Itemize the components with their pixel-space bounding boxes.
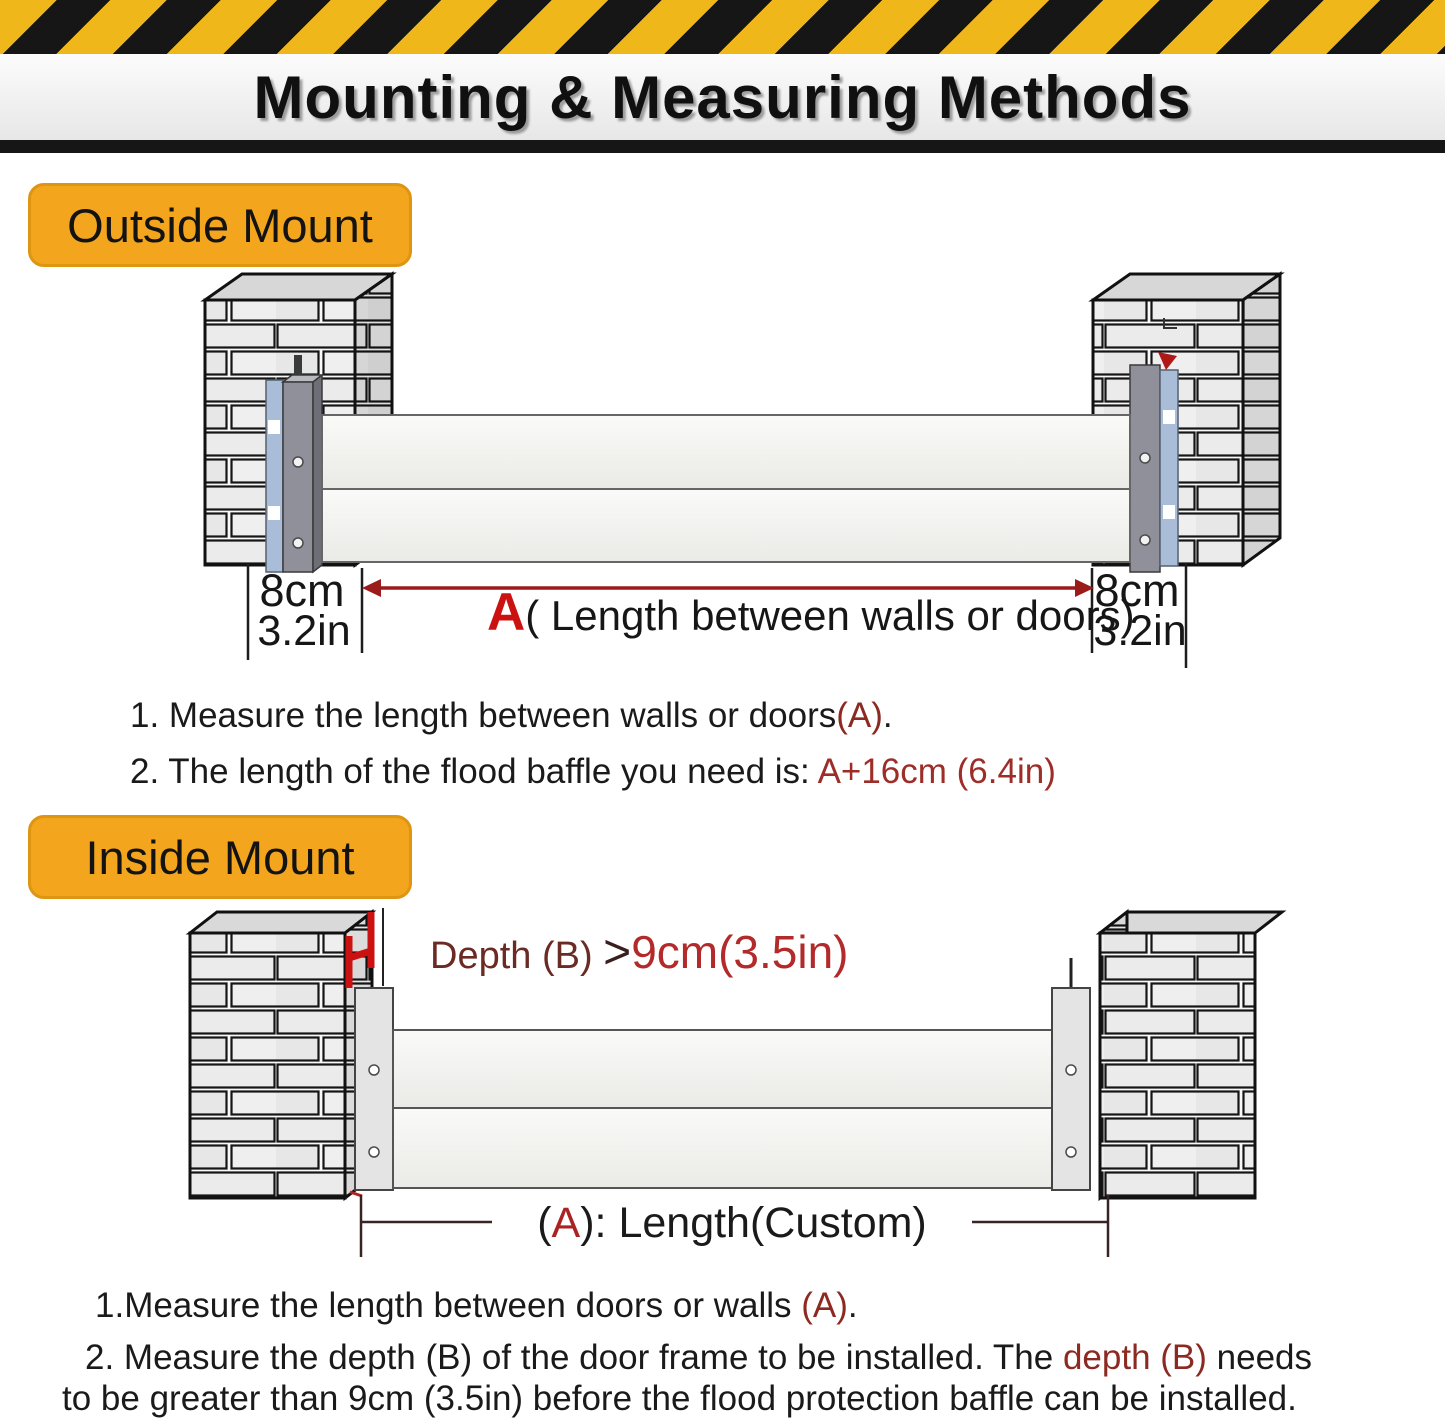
inside-left-brick-pillar [190, 912, 372, 1198]
dimension-a-ref: (A) [801, 1286, 848, 1325]
inside-flood-barrier-panels [393, 1030, 1057, 1188]
caution-stripes-banner [0, 0, 1445, 54]
channel-rail [1052, 988, 1090, 1190]
inside-right-bracket [1052, 958, 1090, 1190]
outside-left-bracket [266, 355, 322, 572]
left-offset-in-label: 3.2in [257, 607, 351, 655]
inside-step-2-line-2: to be greater than 9cm (3.5in) before the flood protection baffle can be installed. [62, 1379, 1297, 1418]
screw-hole [369, 1147, 379, 1157]
inside-mount-label: Inside Mount [85, 830, 355, 884]
outside-step-2: 2. The length of the flood baffle you need is: A+16cm (6.4in) [130, 752, 1056, 791]
screw-hole [369, 1065, 379, 1075]
outside-mount-badge [28, 183, 412, 267]
outside-mount-diagram [0, 268, 1445, 693]
seal-strip [1160, 370, 1178, 566]
length-dimension-label: (A): Length(Custom) [537, 1199, 927, 1247]
screw-hole [1066, 1147, 1076, 1157]
outside-step-1: 1. Measure the length between walls or doors(A). [130, 696, 893, 735]
screw-hole [1066, 1065, 1076, 1075]
inside-step-2-line-1: 2. Measure the depth (B) of the door frame to be installed. The depth (B) needs [85, 1338, 1313, 1377]
inside-mount-diagram [0, 900, 1445, 1272]
channel-rail [355, 988, 393, 1190]
dimension-a-ref: (A) [836, 696, 883, 735]
left-offset-cm-label: 8cm [259, 565, 345, 616]
inside-step-1: 1.Measure the length between doors or walls (A). [95, 1286, 858, 1325]
outside-mount-label: Outside Mount [67, 198, 373, 252]
span-length-label: A( Length between walls or doors) [487, 583, 1135, 642]
screw-hole [293, 457, 303, 467]
depth-annotation: Depth (B) >9cm(3.5in) [430, 926, 849, 979]
screw-hole [293, 538, 303, 548]
inside-right-brick-pillar [1100, 912, 1282, 1198]
outside-flood-barrier-panels [322, 415, 1130, 562]
page-title: Mounting & Measuring Methods [253, 63, 1192, 131]
screw-hole [1140, 453, 1150, 463]
inside-mount-badge [28, 815, 412, 899]
right-offset-in-label: 3.2in [1093, 607, 1187, 655]
title-divider-bar [0, 140, 1445, 153]
baffle-length-formula: A+16cm (6.4in) [817, 752, 1056, 791]
inside-left-bracket [350, 988, 393, 1196]
title-band [0, 54, 1445, 140]
depth-b-ref: depth (B) [1062, 1338, 1207, 1377]
seal-strip [266, 380, 283, 572]
right-offset-cm-label: 8cm [1094, 565, 1180, 616]
screw-hole [1140, 535, 1150, 545]
